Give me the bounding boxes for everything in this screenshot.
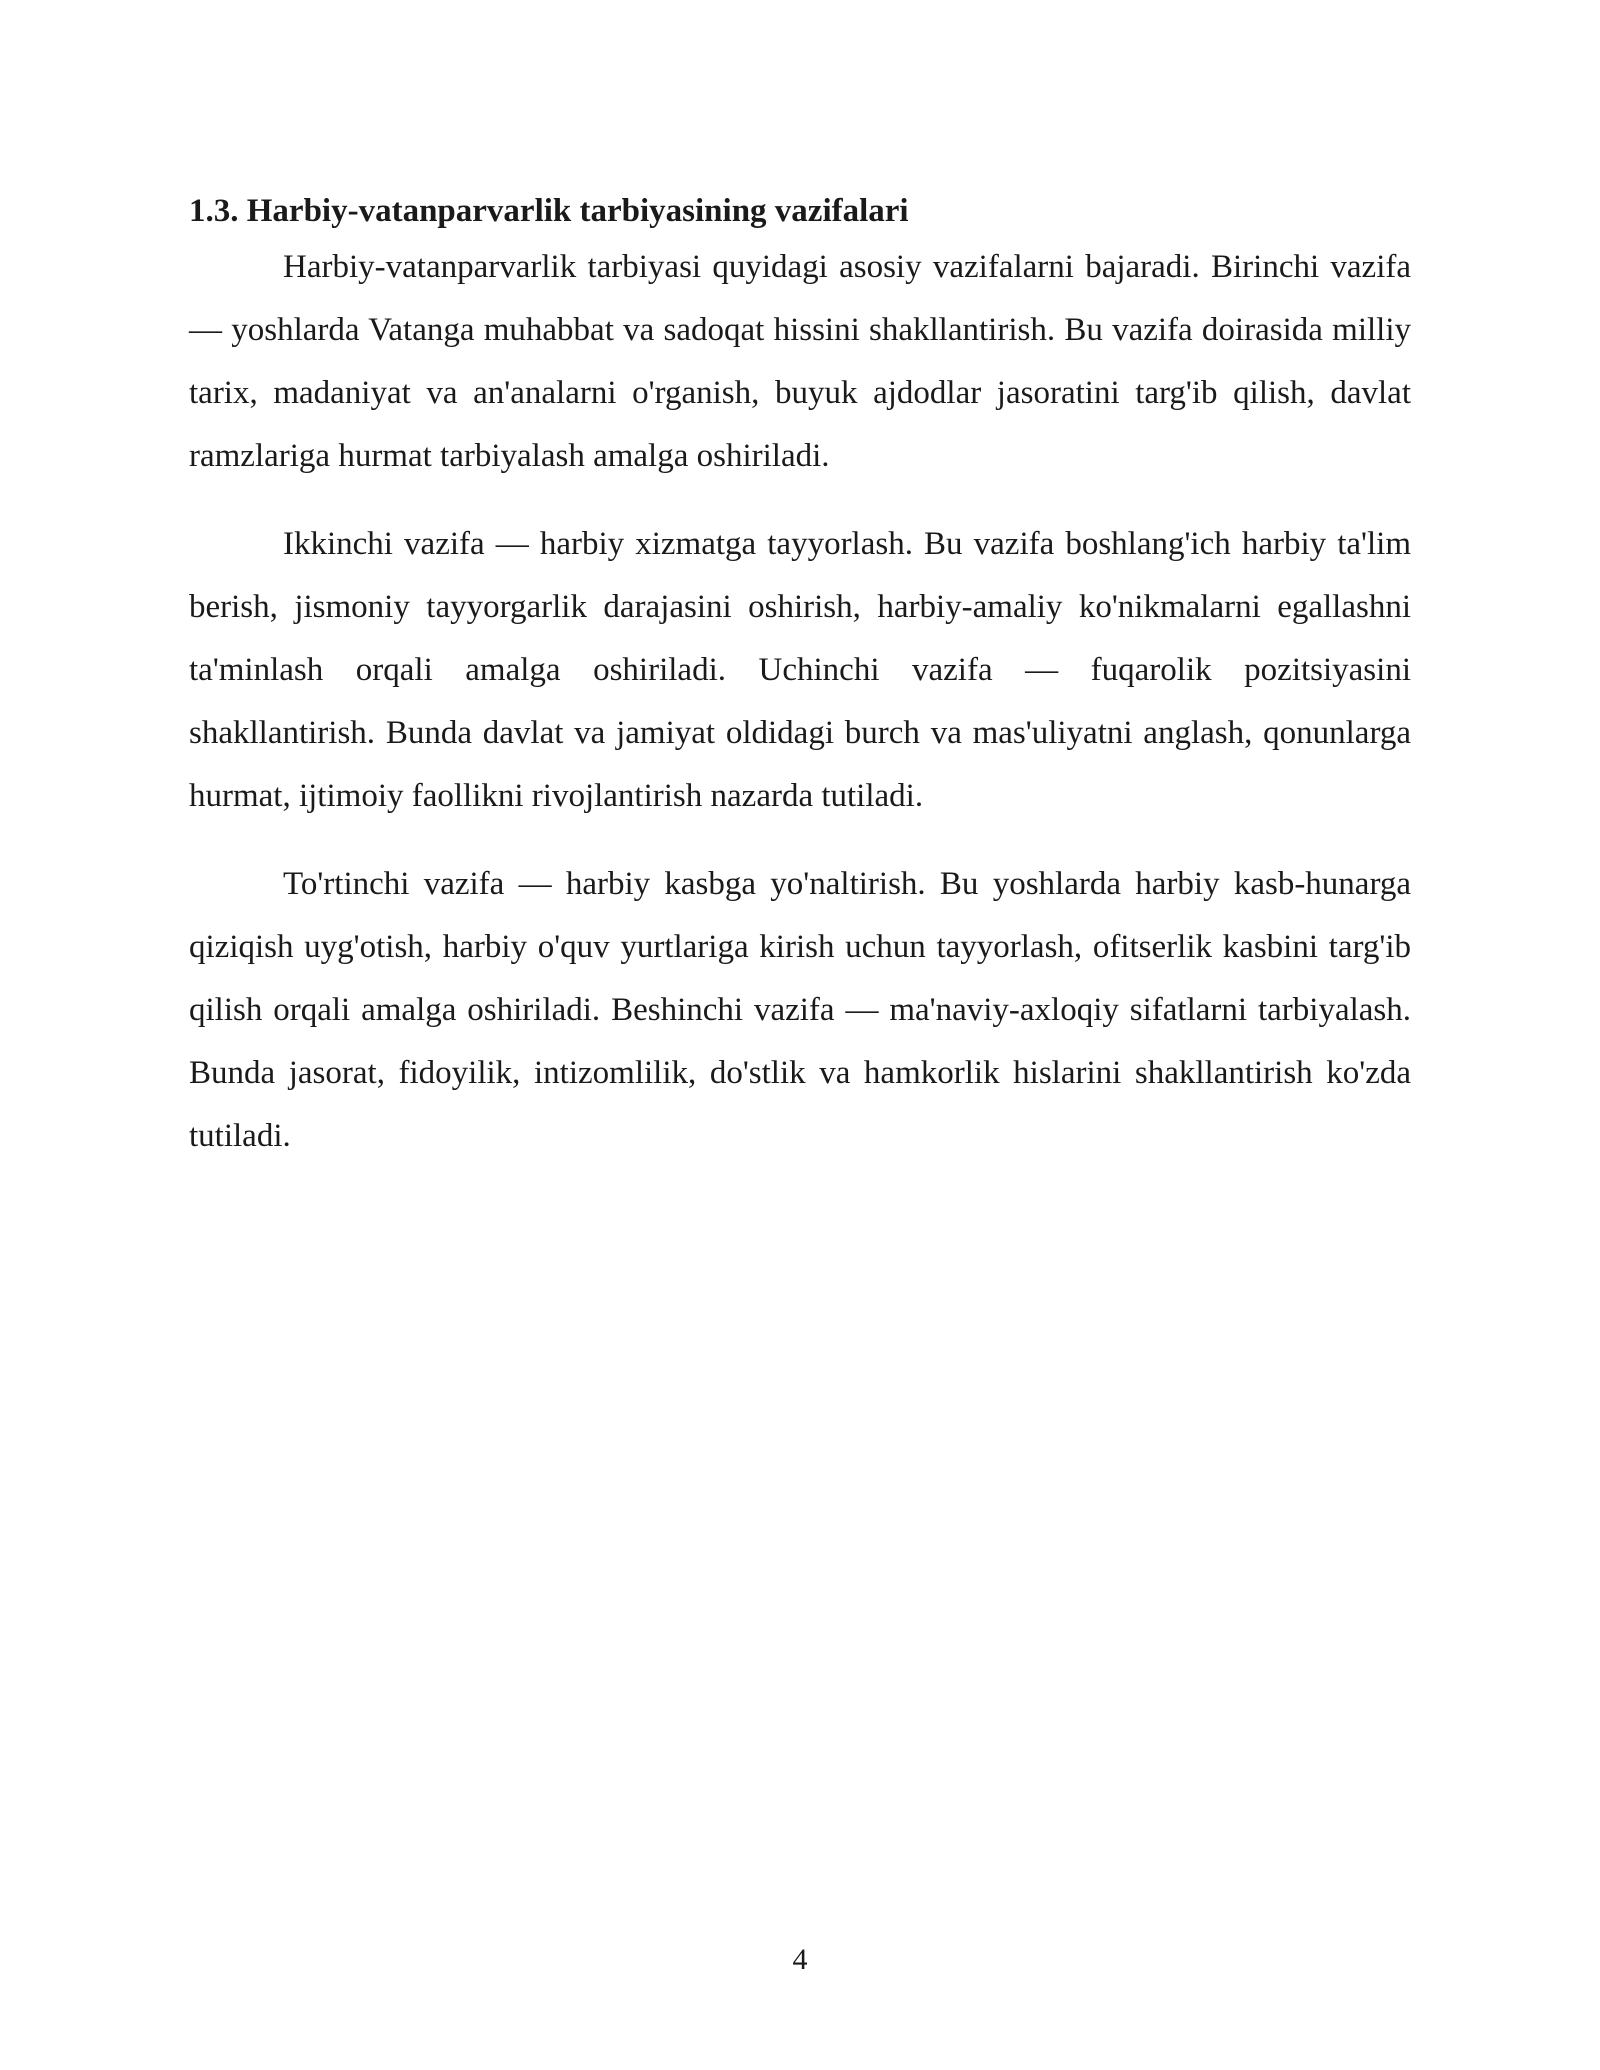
paragraph-3: To'rtinchi vazifa — harbiy kasbga yo'naltirish. Bu yoshlarda harbiy kasb-hunarga qiziqish uyg'otish, harbiy o'quv yurtlariga kirish uchun tayyorlash, ofitserlik kasbini targ'ib qilish orqali amalga oshiriladi. Beshinchi vazifa — ma'naviy-axloqiy sifatlarni tarbiyalash. Bunda jasorat, fidoyilik, intizomlilik, do'stlik va hamkorlik hislarini shakllantirish ko'zda tutiladi. (189, 866, 1411, 1154)
section-heading: 1.3. Harbiy-vatanparvarlik tarbiyasining vazifalari (189, 193, 909, 229)
paragraph-1: Harbiy-vatanparvarlik tarbiyasi quyidagi asosiy vazifalarni bajaradi. Birinchi vazifa — yoshlarda Vatanga muhabbat va sadoqat hissini shakllantirish. Bu vazifa doirasida milliy tarix, madaniyat va an'analarni o'rganish, buyuk ajdodlar jasoratini targ'ib qilish, davlat ramzlariga hurmat tarbiyalash amalga oshiriladi. (189, 249, 1411, 474)
document-body (189, 186, 1411, 1168)
paragraph-2: Ikkinchi vazifa — harbiy xizmatga tayyorlash. Bu vazifa boshlang'ich harbiy ta'lim berish, jismoniy tayyorgarlik darajasini oshirish, harbiy-amaliy ko'nikmalarni egallashni ta'minlash orqali amalga oshiriladi. Uchinchi vazifa — fuqarolik pozitsiyasini shakllantirish. Bunda davlat va jamiyat oldidagi burch va mas'uliyatni anglash, qonunlarga hurmat, ijtimoiy faollikni rivojlantirish nazarda tutiladi. (189, 526, 1411, 814)
page-number: 4 (792, 1943, 808, 1976)
